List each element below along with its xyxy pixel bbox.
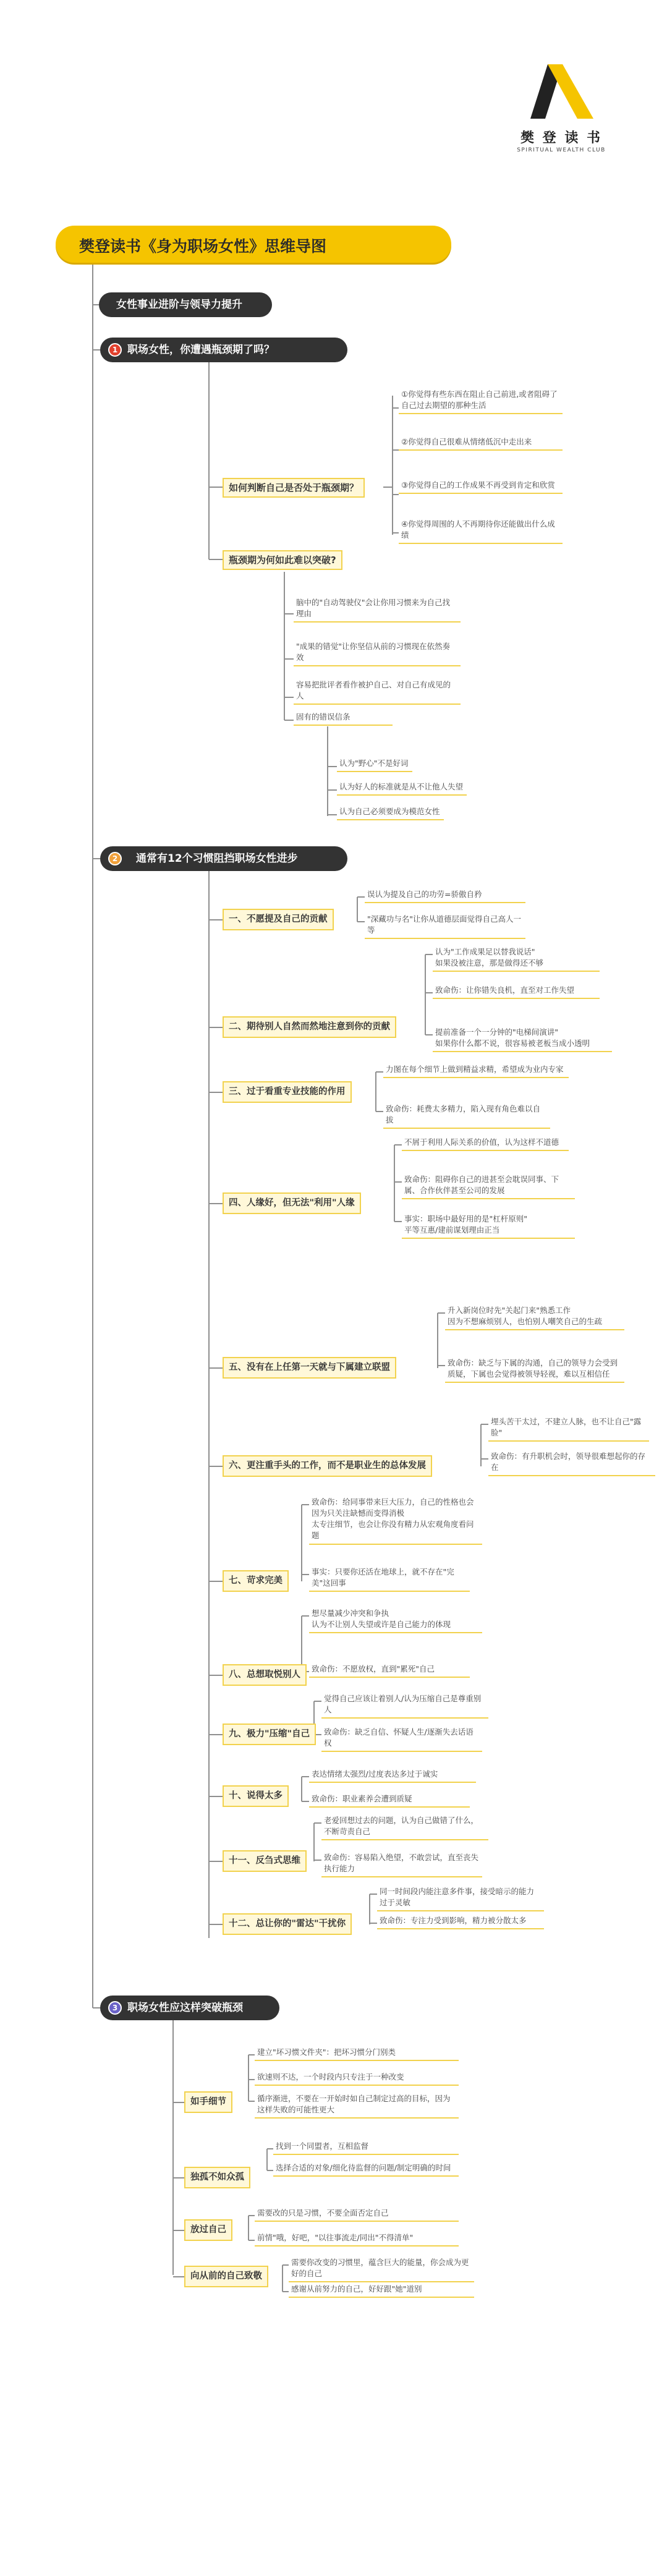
s1-question-1[interactable]: 如何判断自己是否处于瓶颈期？ <box>223 478 365 498</box>
habit-10[interactable]: 十、说得太多 <box>223 1785 289 1807</box>
habit-11-detail: 老爱回想过去的问题，认为自己做错了什么，不断苛责自己 <box>321 1814 488 1840</box>
s1-q1-item: ②你觉得自己很难从情绪低沉中走出来 <box>399 436 563 451</box>
group-1-detail: 循序渐进，不要在一开始时如自己制定过高的目标，因为这样失败的可能性更大 <box>255 2093 459 2119</box>
section-2-node[interactable] <box>100 846 347 871</box>
habit-10-detail: 表达情绪太强烈/过度表达多过于诚实 <box>309 1768 476 1783</box>
group-1[interactable]: 如手细节 <box>184 2091 232 2113</box>
habit-4-detail: 致命伤：阻碍你自己的进甚至会耽误同事、下属、合作伙伴甚至公司的发展 <box>402 1173 575 1199</box>
habit-6[interactable]: 六、更注重手头的工作，而不是职业生的总体发展 <box>223 1455 432 1477</box>
brand-subtitle: SPIRITUAL WEALTH CLUB <box>517 147 606 153</box>
habit-6-detail: 致命伤：有升职机会时，领导很难想起你的存在 <box>488 1450 655 1476</box>
habit-11-detail: 致命伤：容易陷入绝望，不敢尝试，直至丧失执行能力 <box>321 1851 482 1877</box>
section-3-label: 职场女性应这样突破瓶颈 <box>127 2002 243 2014</box>
habit-2-detail: 提前准备一个一分钟的"电梯间演讲" 如果你什么都不说，很容易被老板当成小透明 <box>433 1026 612 1052</box>
brand-name: 樊 登 读 书 <box>520 130 602 146</box>
group-1-detail: 欲速则不达，一个时段内只专注于一种改变 <box>255 2071 459 2086</box>
habit-5-detail: 升入新岗位时先"关起门来"熟悉工作 因为不想麻烦别人，也怕别人嘲笑自己的生疏 <box>445 1304 624 1330</box>
group-3[interactable]: 放过自己 <box>184 2219 232 2241</box>
habit-7-detail: 致命伤：给同事带来巨大压力，自己的性格也会因为只关注缺憾而变得消极 太专注细节，也会让你没有精力从宏观角度看问题 <box>309 1496 482 1545</box>
root-node[interactable] <box>99 292 272 317</box>
section-3-badge: 3 <box>108 2001 122 2015</box>
habit-12[interactable]: 十二、总让你的"雷达"干扰你 <box>223 1913 352 1935</box>
group-3-detail: 前情"哦，好吧，"以往事流走/同出"不得清单" <box>255 2232 459 2247</box>
group-4-detail: 需要你改变的习惯里，蕴含巨大的能量，你会成为更好的自己 <box>289 2256 474 2282</box>
habit-4[interactable]: 四、人缘好，但无法"利用"人缘 <box>223 1192 361 1214</box>
habit-3-detail: 力图在每个细节上做到精益求精，希望成为业内专家 <box>383 1063 569 1078</box>
section-2-label: 通常有12个习惯阻挡职场女性进步 <box>136 852 298 865</box>
s1-q1-item: ①你觉得有些东西在阻止自己前进,或者阻碍了自己过去期望的那种生活 <box>399 388 563 414</box>
habit-4-detail: 不屑于利用人际关系的价值，认为这样不道德 <box>402 1136 569 1151</box>
section-1-node[interactable] <box>100 338 347 362</box>
habit-12-detail: 致命伤：专注力受到影响，精力被分散太多 <box>377 1915 544 1929</box>
habit-2[interactable]: 二、期待别人自然而然地注意到你的贡献 <box>223 1016 396 1038</box>
habit-9-detail: 觉得自己应该让着别人/认为压缩自己是尊重别人 <box>321 1693 488 1719</box>
habit-8-detail: 致命伤：不愿放权，直到"累死"自己 <box>309 1663 470 1678</box>
group-4[interactable]: 向从前的自己致敬 <box>184 2266 268 2287</box>
habit-3-detail: 致命伤：耗费太多精力，陷入现有角色难以自拔 <box>383 1103 550 1129</box>
habit-9-detail: 致命伤：缺乏自信、怀疑人生/逐渐失去话语权 <box>321 1726 482 1752</box>
page-title-text: 樊登读书《身为职场女性》思维导图 <box>79 237 327 255</box>
habit-1-detail: "深藏功与名"让你从道德层面觉得自己高人一等 <box>365 913 525 939</box>
s1-belief: 认为自己必须要成为模范女性 <box>337 806 444 820</box>
habit-2-detail: 认为"工作成果足以替我说话" 如果没被注意，那是做得还不够 <box>433 946 600 972</box>
habit-5-detail: 致命伤：缺乏与下属的沟通，自己的领导力会受到质疑，下属也会觉得被领导轻视，难以互相信任 <box>445 1357 624 1383</box>
habit-8-detail: 想尽量减少冲突和争执 认为不让别人失望或许是自己能力的体现 <box>309 1607 482 1633</box>
s1-belief: 认为好人的标准就是从不让他人失望 <box>337 781 467 796</box>
s1-question-2[interactable]: 瓶颈期为何如此难以突破? <box>223 550 342 570</box>
habit-11[interactable]: 十一、反刍式思维 <box>223 1850 307 1872</box>
habit-3[interactable]: 三、过于看重专业技能的作用 <box>223 1081 352 1103</box>
group-4-detail: 感谢从前努力的自己，好好跟"她"道别 <box>289 2283 474 2298</box>
section-1-badge: 1 <box>108 343 122 357</box>
habit-7-detail: 事实：只要你还活在地球上，就不存在"完美"这回事 <box>309 1566 470 1592</box>
section-3-node[interactable] <box>100 1996 279 2020</box>
book-logo-icon <box>524 57 598 125</box>
section-2-badge: 2 <box>108 852 122 865</box>
group-2-detail: 选择合适的对象/细化待监督的问题/制定明确的时间 <box>273 2162 459 2177</box>
s1-belief: 认为"野心"不是好词 <box>337 757 412 772</box>
habit-2-detail: 致命伤：让你错失良机，直至对工作失望 <box>433 984 600 999</box>
s1-q2-item: "成果的错觉"让你坚信从前的习惯现在依然奏效 <box>294 640 461 666</box>
habit-12-detail: 同一时间段内能注意多件事，接受暗示的能力过于灵敏 <box>377 1885 544 1911</box>
root-label: 女性事业进阶与领导力提升 <box>116 299 242 311</box>
habit-10-detail: 致命伤：职业素养会遭到质疑 <box>309 1793 470 1808</box>
habit-8[interactable]: 八、总想取悦别人 <box>223 1664 307 1686</box>
habit-4-detail: 事实：职场中最好用的是"杠杆原则" 平等互惠/建前谋划理由正当 <box>402 1213 575 1239</box>
section-1-label: 职场女性，你遭遇瓶颈期了吗？ <box>127 344 274 356</box>
group-1-detail: 建立"坏习惯文件夹"：把坏习惯分门别类 <box>255 2046 459 2061</box>
habit-1[interactable]: 一、不愿提及自己的贡献 <box>223 909 334 930</box>
habit-6-detail: 埋头苦干太过，不建立人脉，也不让自己"露脸" <box>488 1416 649 1442</box>
habit-1-detail: 误认为提及自己的功劳=骄傲自矜 <box>365 888 525 903</box>
s1-q2-item: 脑中的"自动驾驶仪"会让你用习惯来为自己找理由 <box>294 597 461 623</box>
group-2[interactable]: 独孤不如众孤 <box>184 2167 250 2188</box>
s1-q2-item: 固有的错误信条 <box>294 711 393 726</box>
group-2-detail: 找到一个同盟者，互相监督 <box>273 2140 459 2155</box>
habit-9[interactable]: 九、极力"压缩"自己 <box>223 1724 316 1745</box>
habit-7[interactable]: 七、苛求完美 <box>223 1570 289 1592</box>
s1-q1-item: ③你觉得自己的工作成果不再受到肯定和欣赏 <box>399 479 563 494</box>
page-title <box>56 226 451 263</box>
brand-logo <box>506 57 617 162</box>
s1-q2-item: 容易把批评者看作被护自己、对自己有成见的人 <box>294 679 461 705</box>
habit-5[interactable]: 五、没有在上任第一天就与下属建立联盟 <box>223 1357 396 1379</box>
group-3-detail: 需要改的只是习惯，不要全面否定自己 <box>255 2207 459 2222</box>
s1-q1-item: ④你觉得周围的人不再期待你还能做出什么成绩 <box>399 518 563 544</box>
